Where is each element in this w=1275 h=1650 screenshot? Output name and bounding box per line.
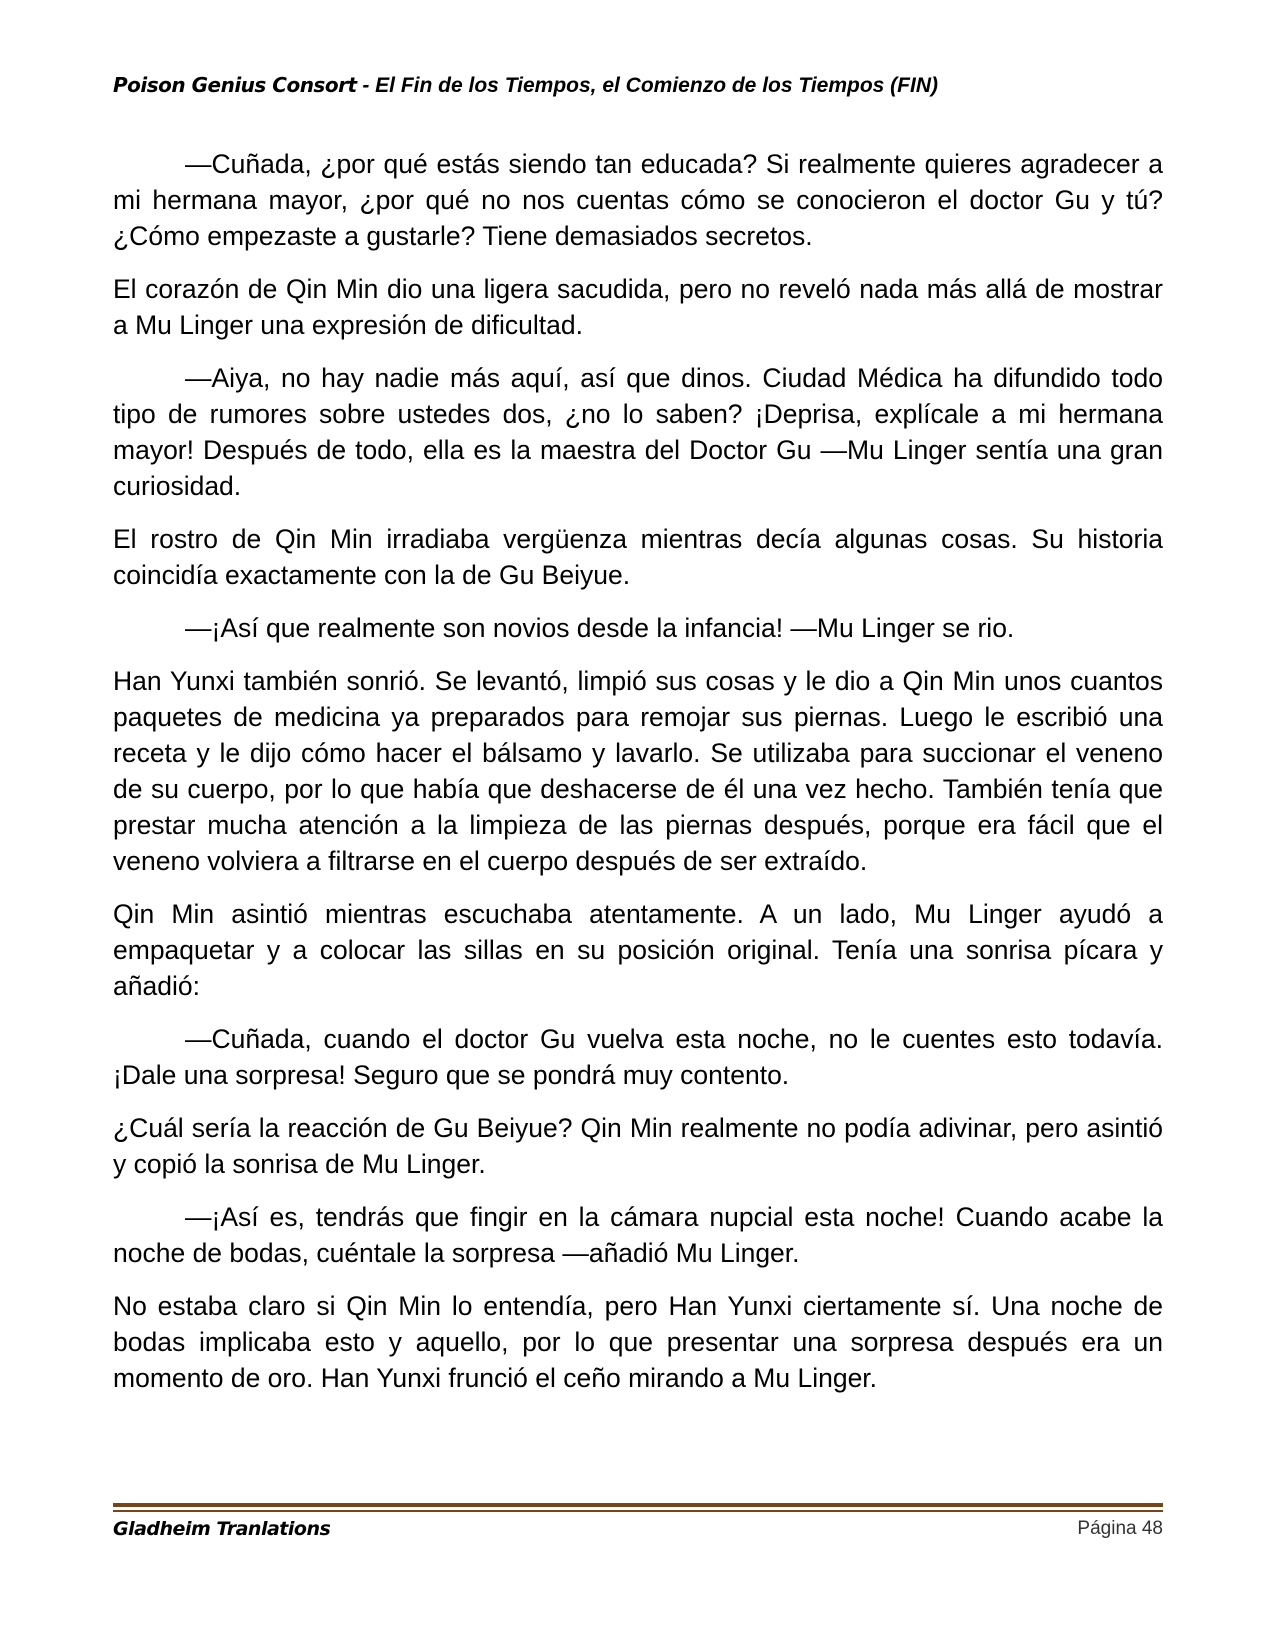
paragraph: —Cuñada, ¿por qué estás siendo tan educada? Si realmente quieres agradecer a mi hermana mayor, ¿por qué no nos cuentas cómo se conocieron el doctor Gu y tú? ¿Cómo empezaste a gustarle? Tiene demasiados secretos. bbox=[113, 149, 1163, 251]
paragraph: ¿Cuál sería la reacción de Gu Beiyue? Qin Min realmente no podía adivinar, pero asintió y copió la sonrisa de Mu Linger. bbox=[113, 1113, 1163, 1179]
page-body bbox=[113, 146, 1163, 1413]
footer-publisher: Gladheim Tranlations bbox=[113, 1518, 331, 1540]
chapter-title: - El Fin de los Tiempos, el Comienzo de los Tiempos (FIN) bbox=[356, 74, 938, 97]
footer-rule-thick bbox=[113, 1503, 1163, 1507]
paragraph: No estaba claro si Qin Min lo entendía, pero Han Yunxi ciertamente sí. Una noche de bodas implicaba esto y aquello, por lo que presentar una sorpresa después era un momento de oro. Han Yunxi frunció el ceño mirando a Mu Linger. bbox=[113, 1291, 1163, 1393]
paragraph: —¡Así es, tendrás que fingir en la cámara nupcial esta noche! Cuando acabe la noche de bodas, cuéntale la sorpresa —añadió Mu Linger. bbox=[113, 1202, 1163, 1268]
paragraph: —¡Así que realmente son novios desde la infancia! —Mu Linger se rio. bbox=[185, 613, 1015, 643]
paragraph: —Cuñada, cuando el doctor Gu vuelva esta noche, no le cuentes esto todavía. ¡Dale una sorpresa! Seguro que se pondrá muy contento. bbox=[113, 1024, 1163, 1090]
footer-rule-thin bbox=[113, 1510, 1163, 1512]
paragraph: El corazón de Qin Min dio una ligera sacudida, pero no reveló nada más allá de mostrar a Mu Linger una expresión de dificultad. bbox=[113, 274, 1163, 340]
book-title: Poison Genius Consort bbox=[113, 73, 357, 97]
paragraph: El rostro de Qin Min irradiaba vergüenza mientras decía algunas cosas. Su historia coincidía exactamente con la de Gu Beiyue. bbox=[113, 524, 1163, 590]
paragraph: —Aiya, no hay nadie más aquí, así que dinos. Ciudad Médica ha difundido todo tipo de rumores sobre ustedes dos, ¿no lo saben? ¡Deprisa, explícale a mi hermana mayor! Después de todo, ella es la maestra del Doctor Gu —Mu Linger sentía una gran curiosidad. bbox=[113, 363, 1163, 501]
paragraph: Qin Min asintió mientras escuchaba atentamente. A un lado, Mu Linger ayudó a empaquetar y a colocar las sillas en su posición original. Tenía una sonrisa pícara y añadió: bbox=[113, 899, 1163, 1001]
page-number: Página 48 bbox=[1077, 1518, 1163, 1539]
page-header bbox=[113, 73, 1163, 98]
paragraph: Han Yunxi también sonrió. Se levantó, limpió sus cosas y le dio a Qin Min unos cuantos paquetes de medicina ya preparados para remojar sus piernas. Luego le escribió una receta y le dijo cómo hacer el bálsamo y lavarlo. Se utilizaba para succionar el veneno de su cuerpo, por lo que había que deshacerse de él una vez hecho. También tenía que prestar mucha atención a la limpieza de las piernas después, porque era fácil que el veneno volviera a filtrarse en el cuerpo después de ser extraído. bbox=[113, 666, 1163, 876]
